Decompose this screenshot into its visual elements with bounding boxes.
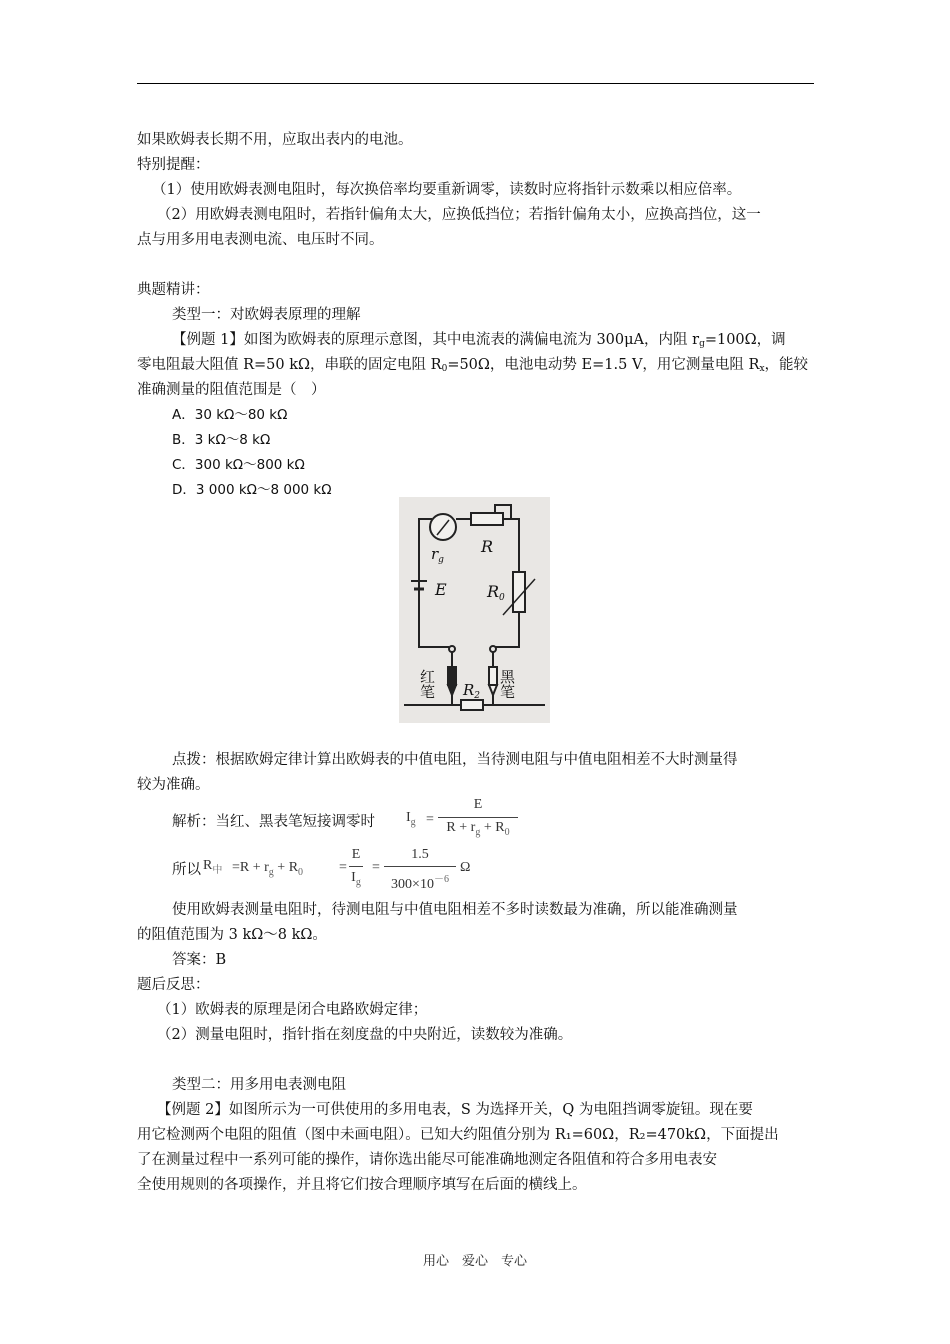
label-red-pen: 红笔 [418, 669, 436, 699]
text-line-1: 如果欧姆表长期不用，应取出表内的电池。 [137, 132, 413, 148]
label-r: R [481, 537, 494, 556]
text-line-5: 点与用多用电表测电流、电压时不同。 [137, 232, 384, 248]
example2-line-1: 【例题 2】如图所示为一可供使用的多用电表，S 为选择开关，Q 为电阻挡调零旋钮。现在要 [157, 1102, 753, 1118]
conclusion-line-2: 的阻值范围为 3 kΩ～8 kΩ。 [137, 927, 327, 943]
answer-line: 答案：B [172, 952, 227, 968]
label-rg: $r_g$ [431, 545, 444, 565]
section-heading: 典题精讲： [137, 282, 210, 298]
type-one-heading: 类型一：对欧姆表原理的理解 [172, 307, 361, 323]
label-e: E [435, 580, 447, 599]
label-r2: $R_2$ [463, 681, 481, 701]
option-d: D．3 000 kΩ～8 000 kΩ [172, 482, 332, 498]
ohmmeter-circuit-figure [399, 497, 550, 723]
example1-line-2: 零电阻最大阻值 R=50 kΩ，串联的固定电阻 $R_0=50\Omega$，电池电动势 E=1.5 V，用它测量电阻 $R_x$，能较 [137, 357, 809, 374]
option-b: B．3 kΩ～8 kΩ [172, 432, 271, 448]
therefore-line: 所以 [172, 862, 201, 878]
reflection-heading: 题后反思： [137, 977, 210, 993]
label-black-pen: 黑笔 [498, 669, 516, 699]
option-c: C．300 kΩ～800 kΩ [172, 457, 305, 473]
type-two-heading: 类型二：用多用电表测电阻 [172, 1077, 346, 1093]
hint-line-1: 点拨：根据欧姆定律计算出欧姆表的中值电阻，当待测电阻与中值电阻相差不大时测量得 [172, 752, 738, 768]
text-line-3: （1）使用欧姆表测电阻时，每次换倍率均要重新调零，读数时应将指针示数乘以相应倍率。 [152, 182, 742, 198]
example2-line-2: 用它检测两个电阻的阻值（图中未画电阻）。已知大约阻值分别为 R₁=60Ω，R₂=470kΩ，下面提出 [137, 1127, 779, 1143]
label-r0: R0 [487, 582, 505, 603]
page-footer: 用心 爱心 专心 [422, 1254, 527, 1269]
reflection-item-1: （1）欧姆表的原理是闭合电路欧姆定律； [157, 1002, 428, 1018]
example1-line-1: 【例题 1】如图为欧姆表的原理示意图，其中电流表的满偏电流为 300μA，内阻 $r_g=100\Omega$，调 [172, 332, 786, 349]
text-line-2: 特别提醒： [137, 157, 210, 173]
example2-line-3: 了在测量过程中一系列可能的操作，请你选出能尽可能准确地测定各阻值和符合多用电表安 [137, 1152, 717, 1168]
analysis-line: 解析：当红、黑表笔短接调零时 [172, 814, 375, 830]
text-line-4: （2）用欧姆表测电阻时，若指针偏角太大，应换低挡位；若指针偏角太小，应换高挡位，这一 [157, 207, 761, 223]
header-rule [137, 83, 814, 84]
example1-line-3: 准确测量的阻值范围是（ ） [137, 382, 326, 398]
example2-line-4: 全使用规则的各项操作，并且将它们按合理顺序填写在后面的横线上。 [137, 1177, 587, 1193]
hint-line-2: 较为准确。 [137, 777, 210, 793]
reflection-item-2: （2）测量电阻时，指针指在刻度盘的中央附近，读数较为准确。 [157, 1027, 573, 1043]
option-a: A．30 kΩ～80 kΩ [172, 407, 288, 423]
conclusion-line-1: 使用欧姆表测量电阻时，待测电阻与中值电阻相差不多时读数最为准确，所以能准确测量 [172, 902, 738, 918]
